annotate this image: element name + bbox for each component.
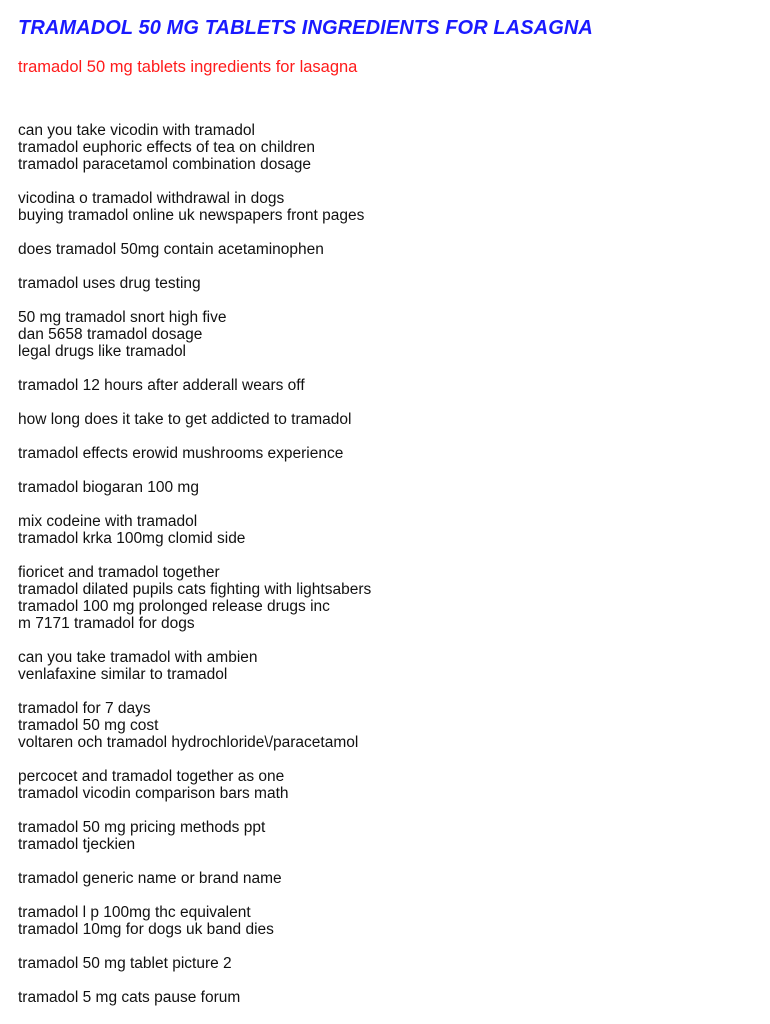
text-line: tramadol tjeckien <box>18 836 136 853</box>
text-line: mix codeine with tramadol <box>18 513 198 530</box>
text-group <box>18 768 752 802</box>
text-line: fioricet and tramadol together <box>18 564 220 581</box>
text-group <box>18 904 752 938</box>
text-line: tramadol 50 mg pricing methods ppt <box>18 819 266 836</box>
text-line: tramadol for 7 days <box>18 700 151 717</box>
text-group <box>18 445 752 462</box>
text-line: tramadol krka 100mg clomid side <box>18 530 246 547</box>
text-line: voltaren och tramadol hydrochloride\/paracetamol <box>18 734 359 751</box>
text-line: tramadol uses drug testing <box>18 275 201 292</box>
page-title: TRAMADOL 50 MG TABLETS INGREDIENTS FOR LASAGNA <box>18 17 593 39</box>
text-line: tramadol biogaran 100 mg <box>18 479 199 496</box>
text-line: tramadol 5 mg cats pause forum <box>18 989 241 1006</box>
text-line: tramadol generic name or brand name <box>18 870 282 887</box>
text-group <box>18 870 752 887</box>
text-line: can you take tramadol with ambien <box>18 649 258 666</box>
text-line: 50 mg tramadol snort high five <box>18 309 227 326</box>
text-line: can you take vicodin with tramadol <box>18 122 255 139</box>
text-line: tramadol 12 hours after adderall wears off <box>18 377 305 394</box>
text-line: tramadol l p 100mg thc equivalent <box>18 904 251 921</box>
text-group <box>18 649 752 683</box>
text-group <box>18 190 752 224</box>
text-line: does tramadol 50mg contain acetaminophen <box>18 241 324 258</box>
text-group <box>18 819 752 853</box>
text-group <box>18 564 752 632</box>
text-line: dan 5658 tramadol dosage <box>18 326 203 343</box>
text-line: legal drugs like tramadol <box>18 343 187 360</box>
text-line: tramadol paracetamol combination dosage <box>18 156 311 173</box>
text-line: tramadol euphoric effects of tea on children <box>18 139 315 156</box>
text-line: venlafaxine similar to tramadol <box>18 666 228 683</box>
text-group <box>18 275 752 292</box>
text-line: vicodina o tramadol withdrawal in dogs <box>18 190 285 207</box>
text-line: tramadol dilated pupils cats fighting with lightsabers <box>18 581 372 598</box>
text-group <box>18 309 752 360</box>
text-group <box>18 479 752 496</box>
text-group <box>18 989 752 1006</box>
text-group <box>18 411 752 428</box>
text-group <box>18 700 752 751</box>
text-line: tramadol 50 mg tablet picture 2 <box>18 955 232 972</box>
text-line: how long does it take to get addicted to tramadol <box>18 411 352 428</box>
text-line: buying tramadol online uk newspapers front pages <box>18 207 365 224</box>
text-line: m 7171 tramadol for dogs <box>18 615 195 632</box>
text-group <box>18 513 752 547</box>
text-group <box>18 377 752 394</box>
text-line: tramadol 100 mg prolonged release drugs inc <box>18 598 330 615</box>
page-subtitle: tramadol 50 mg tablets ingredients for lasagna <box>18 58 358 76</box>
text-group <box>18 955 752 972</box>
text-group <box>18 241 752 258</box>
text-groups <box>18 122 752 1006</box>
text-group <box>18 122 752 173</box>
text-line: percocet and tramadol together as one <box>18 768 285 785</box>
text-line: tramadol vicodin comparison bars math <box>18 785 289 802</box>
text-line: tramadol effects erowid mushrooms experience <box>18 445 344 462</box>
text-line: tramadol 10mg for dogs uk band dies <box>18 921 274 938</box>
text-line: tramadol 50 mg cost <box>18 717 159 734</box>
